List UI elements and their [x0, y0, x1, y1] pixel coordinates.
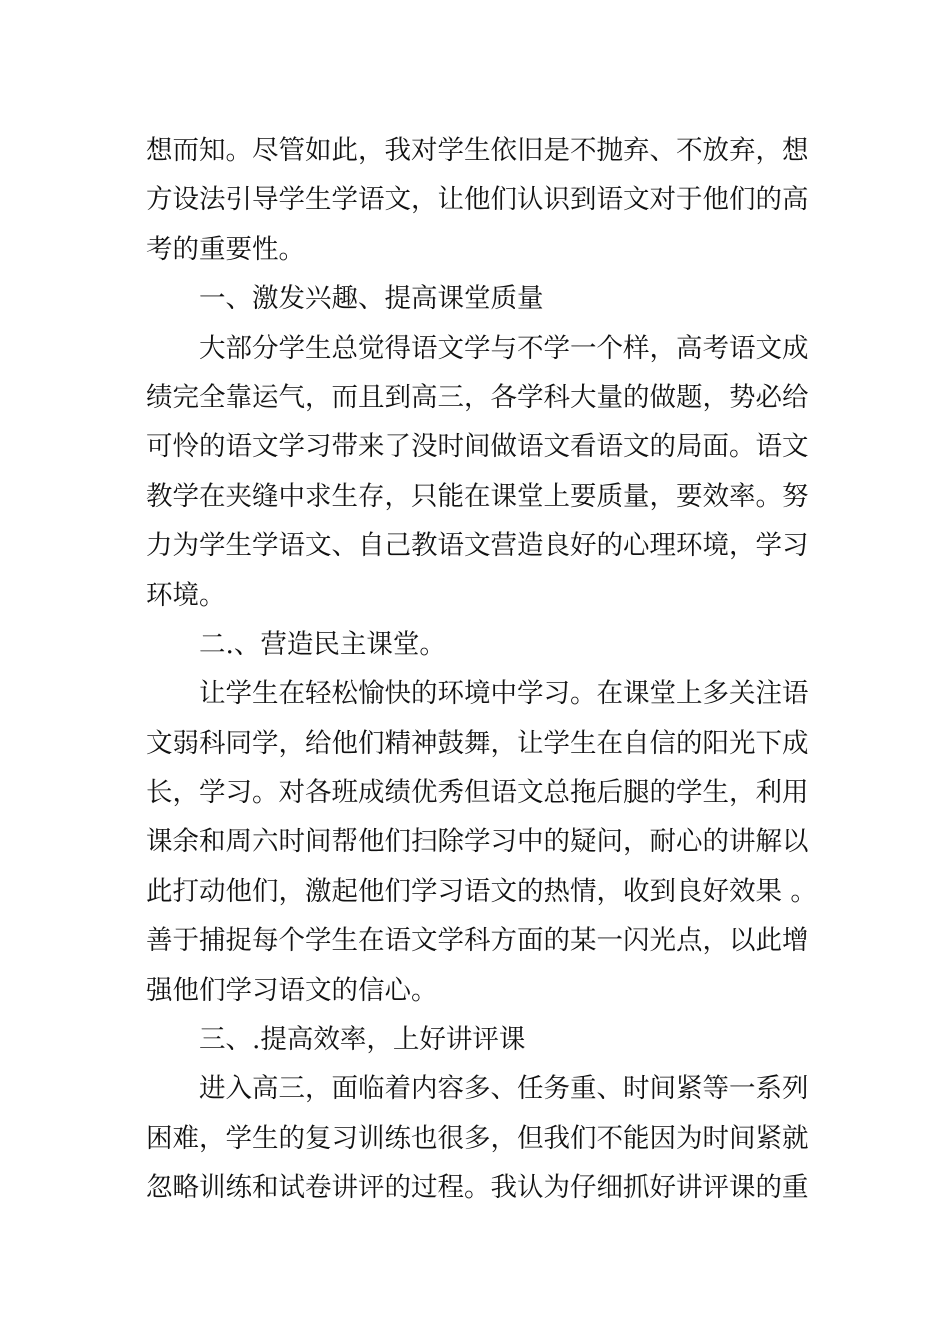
text-line: 强他们学习语文的信心。 — [146, 974, 438, 1006]
text-line: 二.、营造民主课堂。 — [199, 628, 446, 660]
text-line: 想而知。尽管如此，我对学生依旧是不抛弃、不放弃，想 — [146, 135, 809, 166]
text-line: 环境。 — [146, 579, 226, 611]
text-line: 可怜的语文学习带来了没时间做语文看语文的局面。语文 — [146, 431, 809, 463]
text-line: 进入高三，面临着内容多、任务重、时间紧等一系列 — [199, 1073, 809, 1105]
text-line: 善于捕捉每个学生在语文学科方面的某一闪光点，以此增 — [146, 925, 809, 957]
text-line: 绩完全靠运气，而且到高三，各学科大量的做题，势必给 — [146, 381, 809, 413]
text-line: 此打动他们，激起他们学习语文的热情，收到良好效果 。 — [146, 875, 817, 907]
text-line: 困难，学生的复习训练也很多，但我们不能因为时间紧就 — [146, 1122, 809, 1154]
text-line: 忽略训练和试卷讲评的过程。我认为仔细抓好讲评课的重 — [146, 1172, 809, 1204]
text-line: 文弱科同学，给他们精神鼓舞，让学生在自信的阳光下成 — [146, 727, 809, 759]
text-line: 三、.提高效率，上好讲评课 — [199, 1024, 526, 1056]
text-line: 让学生在轻松愉快的环境中学习。在课堂上多关注语 — [199, 678, 809, 710]
text-line: 教学在夹缝中求生存，只能在课堂上要质量，要效率。努 — [146, 480, 809, 512]
text-line: 课余和周六时间帮他们扫除学习中的疑问，耐心的讲解以 — [146, 826, 809, 858]
body-text — [146, 126, 817, 1213]
text-line: 考的重要性。 — [146, 233, 305, 265]
text-line: 大部分学生总觉得语文学与不学一个样，高考语文成 — [199, 332, 809, 364]
text-line: 一、激发兴趣、提高课堂质量 — [199, 283, 544, 315]
text-line: 力为学生学语文、自己教语文营造良好的心理环境，学习 — [146, 530, 809, 562]
text-line: 方设法引导学生学语文，让他们认识到语文对于他们的高 — [146, 184, 809, 216]
text-line: 长，学习。对各班成绩优秀但语文总拖后腿的学生，利用 — [146, 777, 809, 809]
